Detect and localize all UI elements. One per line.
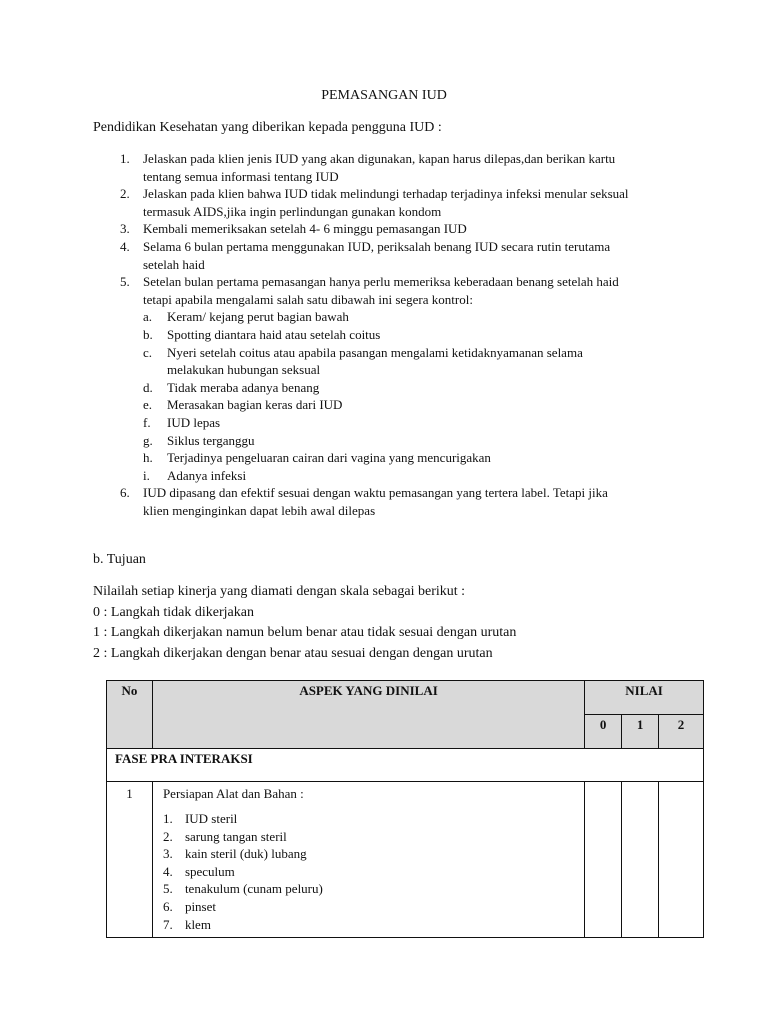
row-title: Persiapan Alat dan Bahan : xyxy=(162,786,304,801)
list-number: 4. xyxy=(120,238,130,254)
sub-list-letter: f. xyxy=(143,414,151,430)
sub-list-line: Merasakan bagian keras dari IUD xyxy=(167,397,343,413)
sub-list-item xyxy=(93,396,693,414)
header-nilai: NILAI xyxy=(585,681,704,715)
row-number: 1 xyxy=(107,782,153,938)
sub-list-item xyxy=(93,308,693,326)
phase-row xyxy=(107,749,704,782)
equipment-number: 4. xyxy=(162,863,173,879)
header-score-0: 0 xyxy=(585,715,622,749)
list-item xyxy=(93,220,693,238)
sub-list-letter: a. xyxy=(143,309,153,325)
equipment-number: 7. xyxy=(162,916,173,932)
sub-list-letter: d. xyxy=(143,379,153,395)
list-line: tentang semua informasi tentang IUD xyxy=(143,168,339,184)
sub-list-line: Spotting diantara haid atau setelah coitus xyxy=(167,326,381,342)
equipment-number: 6. xyxy=(162,898,173,914)
list-line: tetapi apabila mengalami salah satu dibawah ini segera kontrol: xyxy=(143,291,473,307)
equipment-text: sarung tangan steril xyxy=(184,828,287,844)
list-item xyxy=(93,185,693,220)
list-line: setelah haid xyxy=(143,256,205,272)
header-score-2: 2 xyxy=(659,715,704,749)
equipment-text: tenakulum (cunam peluru) xyxy=(184,881,323,897)
sub-list-line: melakukan hubungan seksual xyxy=(167,362,321,378)
sub-list-line: Adanya infeksi xyxy=(167,467,247,483)
sub-list-item xyxy=(93,344,693,379)
sub-list-item xyxy=(93,449,693,467)
list-item xyxy=(93,238,693,273)
header-score-1: 1 xyxy=(622,715,659,749)
list-line: Jelaskan pada klien jenis IUD yang akan digunakan, kapan harus dilepas,dan berikan kartu xyxy=(143,151,616,166)
equipment-item xyxy=(163,880,584,898)
section-heading-tujuan: b. Tujuan xyxy=(93,552,146,567)
sub-list-line: IUD lepas xyxy=(167,414,221,430)
sub-list-letter: i. xyxy=(143,467,150,483)
list-line: Setelan bulan pertama pemasangan hanya perlu memeriksa keberadaan benang setelah haid xyxy=(143,274,619,290)
list-number: 6. xyxy=(120,485,130,501)
list-line: Jelaskan pada klien bahwa IUD tidak melindungi terhadap terjadinya infeksi menular seksual xyxy=(143,186,629,202)
list-number: 5. xyxy=(120,274,130,290)
equipment-text: IUD steril xyxy=(184,811,238,826)
table-header-row xyxy=(107,681,704,715)
sub-list-letter: h. xyxy=(143,450,153,466)
list-item xyxy=(93,150,693,185)
list-line: klien menginginkan dapat lebih awal dilepas xyxy=(143,502,376,518)
scale-item: 2 : Langkah dikerjakan dengan benar atau sesuai dengan dengan urutan xyxy=(93,645,493,661)
scale-intro: Nilailah setiap kinerja yang diamati dengan skala sebagai berikut : xyxy=(93,584,466,599)
table-row xyxy=(107,782,704,938)
equipment-text: klem xyxy=(184,916,211,932)
sub-list-letter: c. xyxy=(143,344,153,360)
header-no: No xyxy=(107,681,153,749)
scale-item: 0 : Langkah tidak dikerjakan xyxy=(93,604,254,620)
score-cell-0[interactable] xyxy=(585,782,622,938)
sub-list-item xyxy=(93,414,693,432)
sub-list-line: Terjadinya pengeluaran cairan dari vagina yang mencurigakan xyxy=(167,450,491,466)
list-line: termasuk AIDS,jika ingin perlindungan gunakan kondom xyxy=(143,203,442,219)
sub-list-letter: g. xyxy=(143,432,153,448)
sub-list-item xyxy=(93,326,693,344)
equipment-item xyxy=(163,845,584,863)
equipment-number: 5. xyxy=(162,881,173,897)
sub-list-letter: b. xyxy=(143,326,153,342)
phase-label: FASE PRA INTERAKSI xyxy=(107,749,704,782)
equipment-text: pinset xyxy=(184,898,216,914)
equipment-item xyxy=(163,863,584,881)
score-cell-2[interactable] xyxy=(659,782,704,938)
sub-list-line: Tidak meraba adanya benang xyxy=(167,379,320,395)
equipment-item xyxy=(163,810,584,828)
sub-list-line: Nyeri setelah coitus atau apabila pasangan mengalami ketidaknyamanan selama xyxy=(167,344,583,360)
sub-list-line: Siklus terganggu xyxy=(167,432,255,448)
row-aspect xyxy=(152,782,584,938)
equipment-item xyxy=(163,898,584,916)
equipment-text: kain steril (duk) lubang xyxy=(184,846,307,862)
equipment-number: 3. xyxy=(162,846,173,862)
sub-list-line: Keram/ kejang perut bagian bawah xyxy=(167,309,349,325)
assessment-table xyxy=(106,680,704,938)
equipment-text: speculum xyxy=(184,863,235,879)
score-cell-1[interactable] xyxy=(622,782,659,938)
equipment-number: 2. xyxy=(162,828,173,844)
sub-list-letter: e. xyxy=(143,397,153,413)
equipment-number: 1. xyxy=(162,811,173,826)
intro-text: Pendidikan Kesehatan yang diberikan kepada pengguna IUD : xyxy=(93,120,442,135)
document-title: PEMASANGAN IUD xyxy=(321,88,447,103)
scoring-scale xyxy=(93,582,516,664)
sub-list-item xyxy=(93,379,693,397)
list-line: Selama 6 bulan pertama menggunakan IUD, periksalah benang IUD secara rutin terutama xyxy=(143,238,611,254)
education-list xyxy=(93,150,693,519)
list-line: IUD dipasang dan efektif sesuai dengan waktu pemasangan yang tertera label. Tetapi jika xyxy=(143,485,608,501)
list-number: 1. xyxy=(120,151,130,166)
sub-list-item xyxy=(93,467,693,485)
list-item xyxy=(93,273,693,308)
scale-item: 1 : Langkah dikerjakan namun belum benar atau tidak sesuai dengan urutan xyxy=(93,625,517,640)
list-number: 2. xyxy=(120,186,130,202)
equipment-item xyxy=(163,828,584,846)
equipment-item xyxy=(163,916,584,934)
list-number: 3. xyxy=(120,221,130,237)
sub-list-item xyxy=(93,432,693,450)
list-line: Kembali memeriksakan setelah 4- 6 minggu pemasangan IUD xyxy=(143,221,467,237)
header-aspek: ASPEK YANG DINILAI xyxy=(152,681,584,749)
list-item xyxy=(93,484,693,519)
